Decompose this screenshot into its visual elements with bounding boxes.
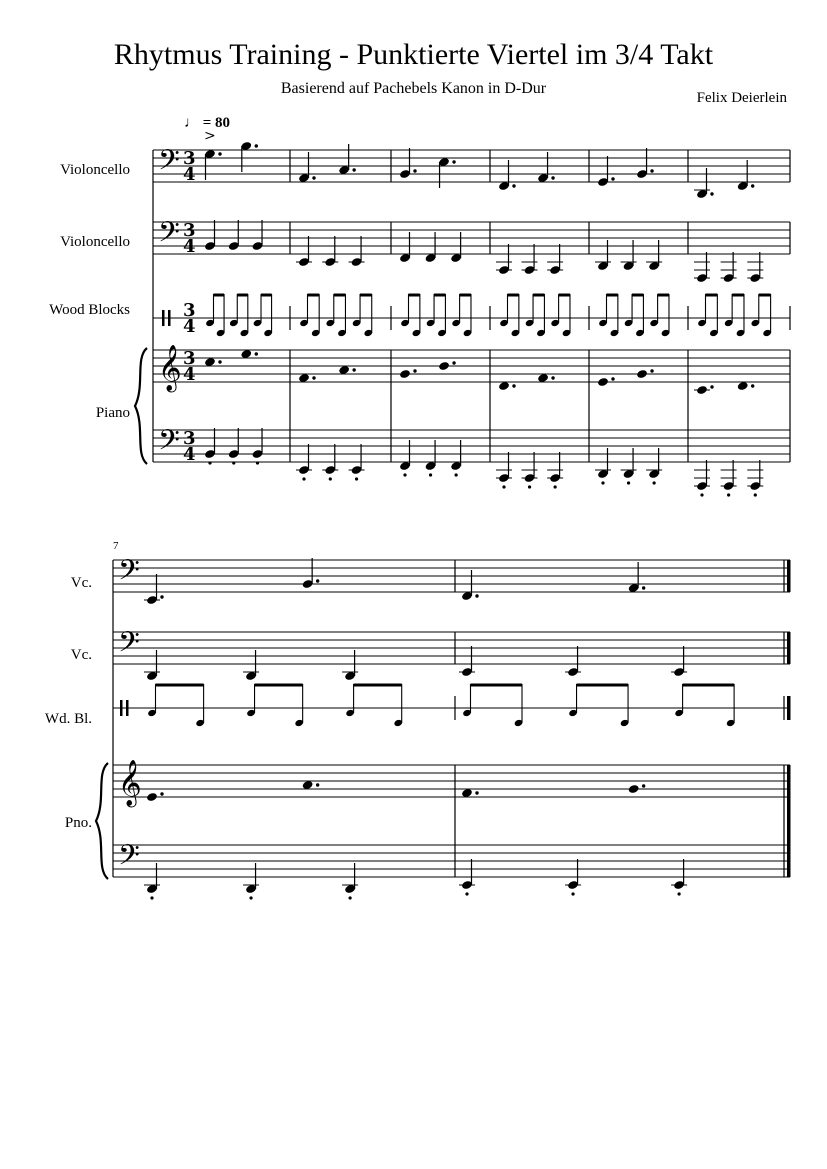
time-signature-denominator: 4 [183,164,196,185]
score-subtitle: Basierend auf Pachebels Kanon in D-Dur [280,80,547,97]
staccato-dot [678,892,681,895]
staccato-dot [355,477,358,480]
augmentation-dot [452,361,455,364]
augmentation-dot [611,177,614,180]
time-signature-denominator: 4 [183,316,196,337]
instrument-label-cello-1: Violoncello [60,162,130,178]
final-barline [787,765,791,877]
final-barline [787,696,791,720]
staccato-dot [208,461,211,464]
augmentation-dot [642,784,645,787]
bar-number: 7 [113,540,119,552]
notehead [399,369,411,379]
time-signature-numerator: 3 [183,148,196,169]
instrument-label-wood-blocks: Wood Blocks [49,302,130,318]
augmentation-dot [218,360,221,363]
score-title: Rhytmus Training - Punktierte Viertel im 3/4 Takt [113,38,714,71]
time-signature-numerator: 3 [183,300,196,321]
time-signature-numerator: 3 [183,348,196,369]
treble-clef-icon: 𝄞 [158,345,182,391]
time-signature-numerator: 3 [183,428,196,449]
augmentation-dot [255,144,258,147]
staccato-dot [754,493,757,496]
percussion-clef-icon [126,700,129,716]
staccato-dot [653,481,656,484]
composer: Felix Deierlein [696,90,787,106]
augmentation-dot [475,791,478,794]
augmentation-dot [751,184,754,187]
augmentation-dot [551,176,554,179]
bass-clef-icon: 𝄢 [118,626,140,666]
staccato-dot [601,481,604,484]
bass-clef-icon: 𝄢 [118,839,140,879]
staccato-dot [627,481,630,484]
percussion-clef-icon [120,700,123,716]
augmentation-dot [650,369,653,372]
instrument-label-pno: Pno. [64,815,92,831]
final-barline [787,560,791,592]
augmentation-dot [352,168,355,171]
augmentation-dot [218,152,221,155]
time-signature-denominator: 4 [183,444,196,465]
augmentation-dot [160,792,163,795]
staccato-dot [329,477,332,480]
staccato-dot [256,461,259,464]
tempo-marking: ♩ = 80 [184,115,231,131]
augmentation-dot [751,384,754,387]
instrument-label-piano: Piano [95,405,130,421]
augmentation-dot [413,369,416,372]
notehead [146,792,158,802]
staccato-dot [429,473,432,476]
bass-clef-icon: 𝄢 [158,424,180,464]
augmentation-dot [710,385,713,388]
instrument-label-vc-1: Vc. [70,575,92,591]
percussion-clef-icon [162,310,165,326]
staccato-dot [502,485,505,488]
augmentation-dot [352,368,355,371]
staccato-dot [528,485,531,488]
staccato-dot [349,896,352,899]
augmentation-dot [512,384,515,387]
accent-mark: > [204,128,216,144]
bass-clef-icon: 𝄢 [158,144,180,184]
augmentation-dot [611,377,614,380]
time-signature-numerator: 3 [183,220,196,241]
augmentation-dot [312,176,315,179]
instrument-label-wd-bl: Wd. Bl. [44,711,92,727]
augmentation-dot [650,169,653,172]
notehead [628,784,640,794]
final-barline [787,632,791,664]
piano-brace [135,348,147,464]
staccato-dot [232,461,235,464]
staccato-dot [465,892,468,895]
staccato-dot [727,493,730,496]
augmentation-dot [512,184,515,187]
bass-clef-icon: 𝄢 [158,216,180,256]
staccato-dot [150,896,153,899]
staccato-dot [302,477,305,480]
percussion-clef-icon [168,310,171,326]
augmentation-dot [316,783,319,786]
staccato-dot [403,473,406,476]
bass-clef-icon: 𝄢 [118,554,140,594]
staccato-dot [554,485,557,488]
treble-clef-icon: 𝄞 [118,760,142,806]
time-signature-denominator: 4 [183,364,196,385]
staccato-dot [571,892,574,895]
notehead [438,361,450,371]
augmentation-dot [551,376,554,379]
instrument-label-cello-2: Violoncello [60,234,130,250]
staccato-dot [249,896,252,899]
augmentation-dot [452,160,455,163]
augmentation-dot [642,586,645,589]
notehead [597,377,609,387]
staccato-dot [455,473,458,476]
augmentation-dot [316,579,319,582]
augmentation-dot [160,595,163,598]
augmentation-dot [255,352,258,355]
augmentation-dot [475,594,478,597]
notehead [636,369,648,379]
staccato-dot [700,493,703,496]
instrument-label-vc-2: Vc. [70,647,92,663]
augmentation-dot [710,192,713,195]
augmentation-dot [312,376,315,379]
augmentation-dot [413,169,416,172]
time-signature-denominator: 4 [183,236,196,257]
piano-brace [96,763,108,879]
